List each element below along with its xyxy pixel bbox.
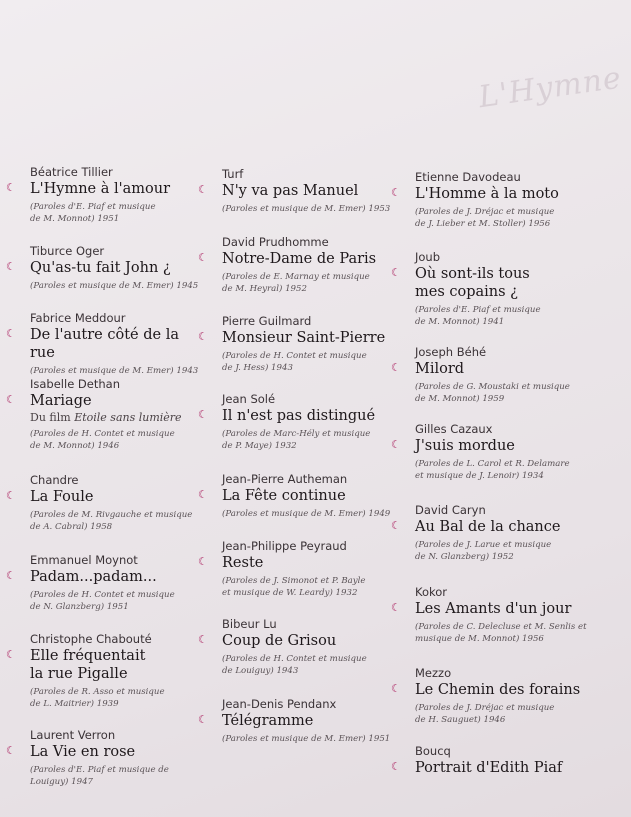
song-title: Reste — [222, 555, 264, 571]
song-title: Monsieur Saint-Pierre — [222, 330, 386, 346]
song-credits: (Paroles de E. Marnay et musique de M. Heyral) 1952 — [222, 272, 370, 294]
song-entry — [385, 422, 570, 482]
song-credits: (Paroles d'E. Piaf et musique de Louiguy) 1947 — [30, 765, 169, 787]
subtitle-prefix: Du film — [30, 411, 75, 424]
crescent-marker-icon: ☾ — [198, 633, 208, 646]
song-title: Mariage — [30, 393, 92, 409]
crescent-marker-icon: ☾ — [6, 648, 16, 661]
song-entry — [192, 235, 376, 295]
artist-name: Laurent Verron — [30, 728, 116, 742]
crescent-marker-icon: ☾ — [198, 555, 208, 568]
song-title: Padam...padam... — [30, 569, 157, 585]
crescent-marker-icon: ☾ — [198, 408, 208, 421]
film-name: Etoile sans lumière — [74, 411, 182, 424]
song-entry — [385, 666, 580, 726]
crescent-marker-icon: ☾ — [198, 330, 208, 343]
song-credits: (Paroles de J. Simonot et P. Bayle et musique de W. Leardy) 1932 — [222, 576, 366, 598]
song-title: La Vie en rose — [30, 744, 136, 760]
artist-name: Tiburce Oger — [30, 244, 105, 258]
song-title: Portrait d'Edith Piaf — [415, 760, 563, 776]
song-title: N'y va pas Manuel — [222, 183, 359, 199]
song-title: Milord — [415, 361, 465, 377]
film-subtitle — [30, 410, 182, 425]
song-title: Où sont-ils tous mes copains ¿ — [415, 266, 530, 300]
song-entry — [192, 697, 390, 745]
artist-name: Boucq — [415, 744, 451, 758]
song-entry — [0, 377, 182, 452]
crescent-marker-icon: ☾ — [391, 266, 401, 279]
artist-name: Fabrice Meddour — [30, 311, 126, 325]
song-entry — [192, 167, 390, 215]
artist-name: Gilles Cazaux — [415, 422, 493, 436]
song-title: Le Chemin des forains — [415, 682, 581, 698]
crescent-marker-icon: ☾ — [391, 682, 401, 695]
song-credits: (Paroles et musique de M. Emer) 1943 — [30, 366, 199, 376]
crescent-marker-icon: ☾ — [6, 181, 16, 194]
song-entry — [0, 244, 198, 292]
song-title: L'Homme à la moto — [415, 186, 559, 202]
song-entry — [192, 472, 390, 520]
artist-name: David Prudhomme — [222, 235, 329, 249]
song-entry — [385, 585, 587, 645]
crescent-marker-icon: ☾ — [391, 438, 401, 451]
crescent-marker-icon: ☾ — [391, 361, 401, 374]
song-credits: (Paroles et musique de M. Emer) 1951 — [222, 734, 391, 744]
artist-name: Isabelle Dethan — [30, 377, 120, 391]
song-entry — [385, 345, 570, 405]
artist-name: Bibeur Lu — [222, 617, 277, 631]
song-title: L'Hymne à l'amour — [30, 181, 171, 197]
song-entry — [0, 165, 170, 225]
crescent-marker-icon: ☾ — [198, 183, 208, 196]
song-entry — [192, 392, 375, 452]
song-entry — [192, 539, 365, 599]
crescent-marker-icon: ☾ — [6, 569, 16, 582]
artist-name: Joseph Béhé — [415, 345, 487, 359]
song-credits: (Paroles de H. Contet et musique de Louiguy) 1943 — [222, 654, 367, 676]
crescent-marker-icon: ☾ — [6, 489, 16, 502]
song-title: J'suis mordue — [415, 438, 515, 454]
song-credits: (Paroles de H. Contet et musique de N. Glanzberg) 1951 — [30, 590, 175, 612]
song-credits: (Paroles de H. Contet et musique de J. Hess) 1943 — [222, 351, 367, 373]
song-credits: (Paroles de Marc-Hély et musique de P. Maye) 1932 — [222, 429, 371, 451]
song-credits: (Paroles d'E. Piaf et musique de M. Monnot) 1951 — [30, 202, 156, 224]
song-entry — [192, 314, 385, 374]
crescent-marker-icon: ☾ — [391, 519, 401, 532]
song-title: De l'autre côté de la rue — [30, 327, 179, 361]
song-credits: (Paroles et musique de M. Emer) 1953 — [222, 204, 391, 214]
artist-name: Joub — [415, 250, 441, 264]
song-credits: (Paroles de J. Larue et musique de N. Glanzberg) 1952 — [415, 540, 552, 562]
song-entry — [0, 473, 192, 533]
artist-name: Jean-Philippe Peyraud — [222, 539, 347, 553]
song-entry — [385, 170, 559, 230]
song-credits: (Paroles de M. Rivgauche et musique de A. Cabral) 1958 — [30, 510, 193, 532]
song-title: Elle fréquentait la rue Pigalle — [30, 648, 146, 682]
artist-name: Béatrice Tillier — [30, 165, 113, 179]
artist-name: Chandre — [30, 473, 79, 487]
song-entry — [385, 503, 560, 563]
artist-name: Jean-Pierre Autheman — [222, 472, 348, 486]
crescent-marker-icon: ☾ — [6, 260, 16, 273]
song-title: La Foule — [30, 489, 94, 505]
artist-name: Pierre Guilmard — [222, 314, 312, 328]
artist-name: Kokor — [415, 585, 448, 599]
song-title: Les Amants d'un jour — [415, 601, 572, 617]
song-title: Qu'as-tu fait John ¿ — [30, 260, 171, 276]
artist-name: Mezzo — [415, 666, 452, 680]
corner-decoration: L'Hymne — [476, 60, 624, 116]
song-title: Notre-Dame de Paris — [222, 251, 377, 267]
song-title: Télégramme — [222, 713, 314, 729]
song-title: Coup de Grisou — [222, 633, 337, 649]
artist-name: Turf — [222, 167, 244, 181]
artist-name: Etienne Davodeau — [415, 170, 521, 184]
crescent-marker-icon: ☾ — [6, 744, 16, 757]
song-entry — [0, 311, 200, 377]
song-title: Il n'est pas distingué — [222, 408, 376, 424]
artist-name: Emmanuel Moynot — [30, 553, 138, 567]
artist-name: David Caryn — [415, 503, 486, 517]
song-entry — [0, 553, 175, 613]
song-entry — [385, 250, 541, 328]
artist-name: Christophe Chabouté — [30, 632, 152, 646]
song-credits: (Paroles de G. Moustaki et musique de M. Monnot) 1959 — [415, 382, 570, 404]
song-credits: (Paroles d'E. Piaf et musique de M. Monnot) 1941 — [415, 305, 541, 327]
song-credits: (Paroles de L. Carol et R. Delamare et musique de J. Lenoir) 1934 — [415, 459, 570, 481]
crescent-marker-icon: ☾ — [198, 251, 208, 264]
song-entry — [0, 632, 165, 710]
crescent-marker-icon: ☾ — [198, 488, 208, 501]
song-credits: (Paroles de H. Contet et musique de M. Monnot) 1946 — [30, 429, 175, 451]
song-credits: (Paroles et musique de M. Emer) 1949 — [222, 509, 391, 519]
crescent-marker-icon: ☾ — [198, 713, 208, 726]
song-title: La Fête continue — [222, 488, 346, 504]
song-title: Au Bal de la chance — [415, 519, 561, 535]
song-entry — [192, 617, 367, 677]
crescent-marker-icon: ☾ — [391, 760, 401, 773]
song-credits: (Paroles de J. Dréjac et musique de J. Lieber et M. Stoller) 1956 — [415, 207, 555, 229]
artist-name: Jean Solé — [222, 392, 276, 406]
crescent-marker-icon: ☾ — [6, 393, 16, 406]
song-credits: (Paroles de J. Dréjac et musique de H. Sauguet) 1946 — [415, 703, 555, 725]
artist-name: Jean-Denis Pendanx — [222, 697, 337, 711]
song-entry — [385, 744, 562, 780]
song-credits: (Paroles et musique de M. Emer) 1945 — [30, 281, 199, 291]
crescent-marker-icon: ☾ — [391, 601, 401, 614]
song-credits: (Paroles de R. Asso et musique de L. Maitrier) 1939 — [30, 687, 165, 709]
crescent-marker-icon: ☾ — [391, 186, 401, 199]
crescent-marker-icon: ☾ — [6, 327, 16, 340]
song-credits: (Paroles de C. Delecluse et M. Senlis et musique de M. Monnot) 1956 — [415, 622, 587, 644]
song-entry — [0, 728, 200, 788]
